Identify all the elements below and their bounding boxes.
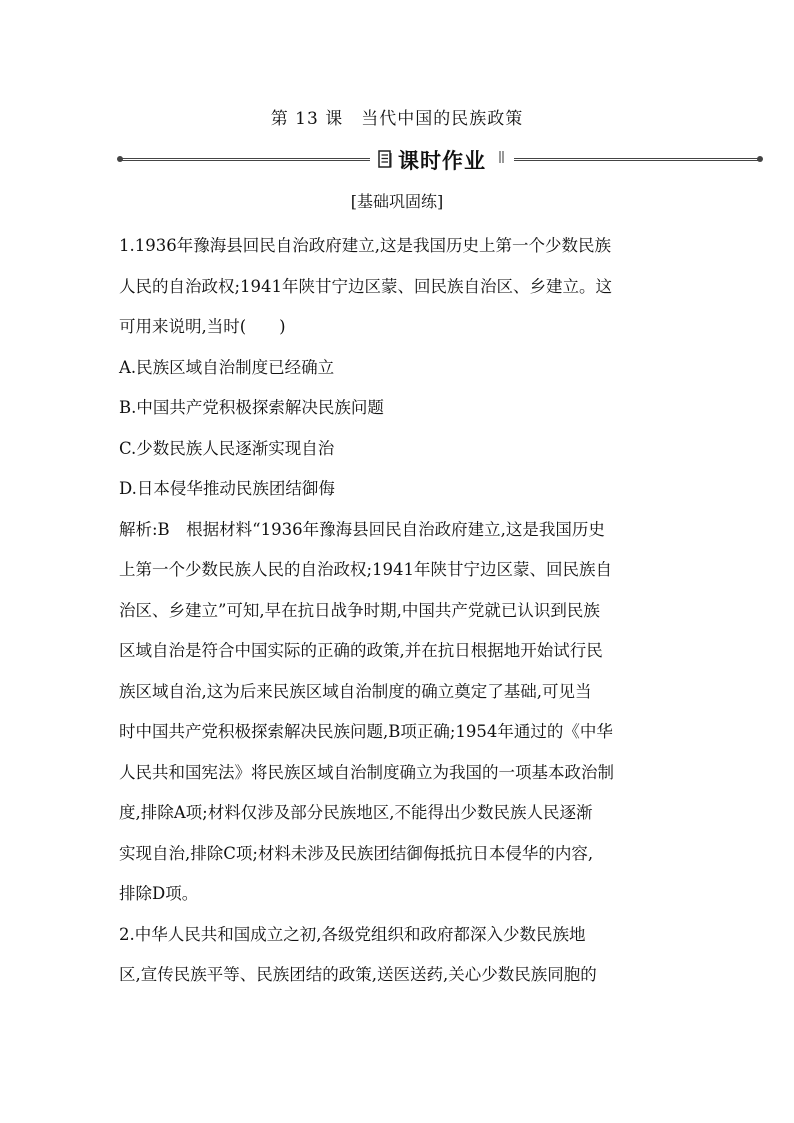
option-d: D.日本侵华推动民族团结御侮 bbox=[119, 479, 335, 498]
banner-rule-left bbox=[120, 158, 370, 161]
analysis-line: 治区、乡建立”可知,早在抗日战争时期,中国共产党就已认识到民族 bbox=[119, 600, 600, 620]
analysis-line: 区域自治是符合中国实际的正确的政策,并在抗日根据地开始试行民 bbox=[119, 641, 603, 660]
page-title: 第 13 课 当代中国的民族政策 bbox=[270, 109, 524, 129]
analysis-line: 实现自治,排除C项;材料未涉及民族团结御侮抵抗日本侵华的内容, bbox=[119, 843, 594, 863]
analysis-line: 时中国共产党积极探索解决民族问题,B项正确;1954年通过的《中华 bbox=[119, 722, 613, 741]
text-line: 区,宣传民族平等、民族团结的政策,送医送药,关心少数民族同胞的 bbox=[119, 965, 597, 984]
text-line: 可用来说明,当时( ) bbox=[119, 317, 286, 336]
analysis-line: 排除D项。 bbox=[119, 884, 199, 903]
banner-center bbox=[372, 144, 510, 174]
option-a: A.民族区域自治制度已经确立 bbox=[119, 357, 335, 377]
analysis-line: 解析:B 根据材料“1936年豫海县回民自治政府建立,这是我国历史 bbox=[119, 519, 605, 539]
banner-rule-right bbox=[514, 158, 760, 161]
analysis-line: 人民共和国宪法》将民族区域自治制度确立为我国的一项基本政治制 bbox=[119, 762, 614, 782]
option-b: B.中国共产党积极探索解决民族问题 bbox=[119, 398, 384, 417]
analysis-line: 度,排除A项;材料仅涉及部分民族地区,不能得出少数民族人民逐渐 bbox=[119, 803, 593, 822]
book-icon bbox=[378, 150, 392, 168]
analysis-line: 族区域自治,这为后来民族区域自治制度的确立奠定了基础,可见当 bbox=[119, 681, 592, 701]
double-bar-icon bbox=[498, 149, 506, 165]
section-tag: [基础巩固练] bbox=[350, 192, 444, 211]
banner-label: 课时作业 bbox=[398, 149, 486, 173]
banner-dot-left bbox=[117, 156, 123, 162]
question-content bbox=[119, 226, 679, 996]
option-c: C.少数民族人民逐渐实现自治 bbox=[119, 438, 335, 458]
text-line: 2.中华人民共和国成立之初,各级党组织和政府都深入少数民族地 bbox=[119, 924, 586, 944]
text-line: 1.1936年豫海县回民自治政府建立,这是我国历史上第一个少数民族 bbox=[119, 236, 611, 255]
analysis-line: 上第一个少数民族人民的自治政权;1941年陕甘宁边区蒙、回民族自 bbox=[119, 560, 613, 579]
section-banner bbox=[120, 144, 760, 174]
banner-dot-right bbox=[757, 156, 763, 162]
text-line: 人民的自治政权;1941年陕甘宁边区蒙、回民族自治区、乡建立。这 bbox=[119, 276, 613, 296]
